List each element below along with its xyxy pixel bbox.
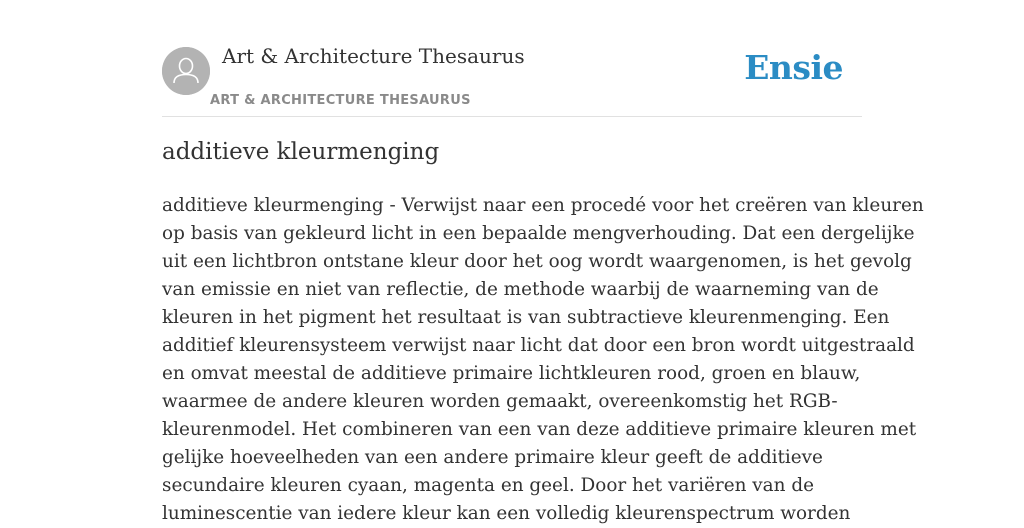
definition-line: kleurenmodel. Het combineren van een van deze additieve primaire kleuren met <box>162 419 917 440</box>
definition-line: kleuren in het pigment het resultaat is van subtractieve kleurenmenging. Een <box>162 307 890 328</box>
brand-logo[interactable]: Ensie <box>744 48 843 87</box>
definition-line: additieve kleurmenging - Verwijst naar een procedé voor het creëren van kleuren <box>162 195 924 216</box>
user-silhouette-icon[interactable] <box>162 47 210 95</box>
definition-line: luminescentie van iedere kleur kan een volledig kleurenspectrum worden <box>162 503 851 524</box>
definition-line: uit een lichtbron ontstane kleur door het oog wordt waargenomen, is het gevolg <box>162 251 912 272</box>
definition-line: en omvat meestal de additieve primaire lichtkleuren rood, groen en blauw, <box>162 363 861 384</box>
definition-line: secundaire kleuren cyaan, magenta en geel. Door het variëren van de <box>162 475 814 496</box>
entry-definition <box>162 192 924 528</box>
source-title[interactable]: Art & Architecture Thesaurus <box>222 44 525 68</box>
content-container <box>162 0 924 524</box>
definition-line: waarmee de andere kleuren worden gemaakt, overeenkomstig het RGB- <box>162 391 838 412</box>
definition-line: van emissie en niet van reflectie, de methode waarbij de waarneming van de <box>162 279 879 300</box>
entry-title: additieve kleurmenging <box>162 139 440 165</box>
definition-line: op basis van gekleurd licht in een bepaalde mengverhouding. Dat een dergelijke <box>162 223 915 244</box>
source-subtitle[interactable]: ART & ARCHITECTURE THESAURUS <box>210 93 471 108</box>
definition-line: additief kleurensysteem verwijst naar licht dat door een bron wordt uitgestraald <box>162 335 915 356</box>
source-header <box>162 0 862 117</box>
definition-line: gelijke hoeveelheden van een andere primaire kleur geeft de additieve <box>162 447 823 468</box>
